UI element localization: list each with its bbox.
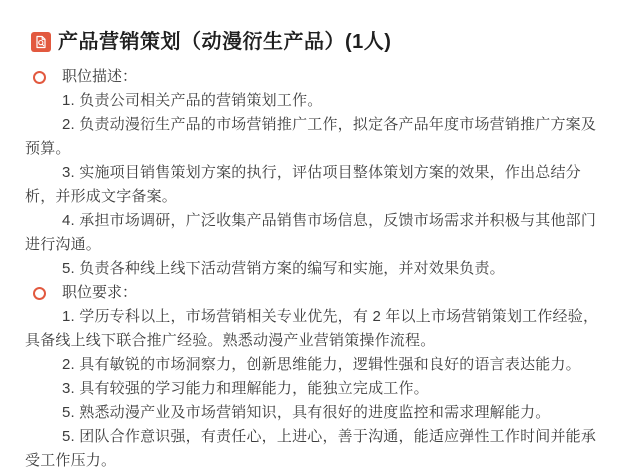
document-search-icon	[31, 32, 51, 52]
job-item: 2. 负责动漫衍生产品的市场营销推广工作，拟定各产品年度市场营销推广方案及预算。	[25, 116, 597, 157]
job-requirements-items	[25, 305, 607, 473]
job-title-row	[31, 30, 607, 54]
job-item: 1. 学历专科以上，市场营销相关专业优先，有 2 年以上市场营销策划工作经验，具备线上线下联合推广经验。熟悉动漫产业营销策操作流程。	[25, 308, 599, 349]
job-title: 产品营销策划（动漫衍生产品）(1人)	[58, 31, 392, 53]
section-heading-row	[33, 281, 607, 305]
section-heading: 职位描述：	[62, 68, 138, 85]
job-item: 1. 负责公司相关产品的营销策划工作。	[62, 92, 323, 109]
ring-bullet-icon	[33, 71, 46, 84]
ring-bullet-icon	[33, 287, 46, 300]
section-job-description	[25, 65, 607, 281]
job-item: 5. 负责各种线上线下活动营销方案的编写和实施，并对效果负责。	[62, 260, 505, 277]
job-item: 5. 熟悉动漫产业及市场营销知识，具有很好的进度监控和需求理解能力。	[62, 404, 551, 421]
job-item: 5. 团队合作意识强，有责任心，上进心，善于沟通，能适应弹性工作时间并能承受工作压力。	[25, 428, 597, 469]
section-heading-row	[33, 65, 607, 89]
section-job-requirements	[25, 281, 607, 473]
job-item: 2. 具有敏锐的市场洞察力，创新思维能力，逻辑性强和良好的语言表达能力。	[62, 356, 581, 373]
section-heading: 职位要求：	[62, 284, 138, 301]
job-description-items	[25, 89, 607, 281]
job-item: 3. 实施项目销售策划方案的执行，评估项目整体策划方案的效果，作出总结分析，并形成文字备案。	[25, 164, 581, 205]
job-item: 3. 具有较强的学习能力和理解能力，能独立完成工作。	[62, 380, 429, 397]
job-item: 4. 承担市场调研，广泛收集产品销售市场信息，反馈市场需求并积极与其他部门进行沟通。	[25, 212, 597, 253]
